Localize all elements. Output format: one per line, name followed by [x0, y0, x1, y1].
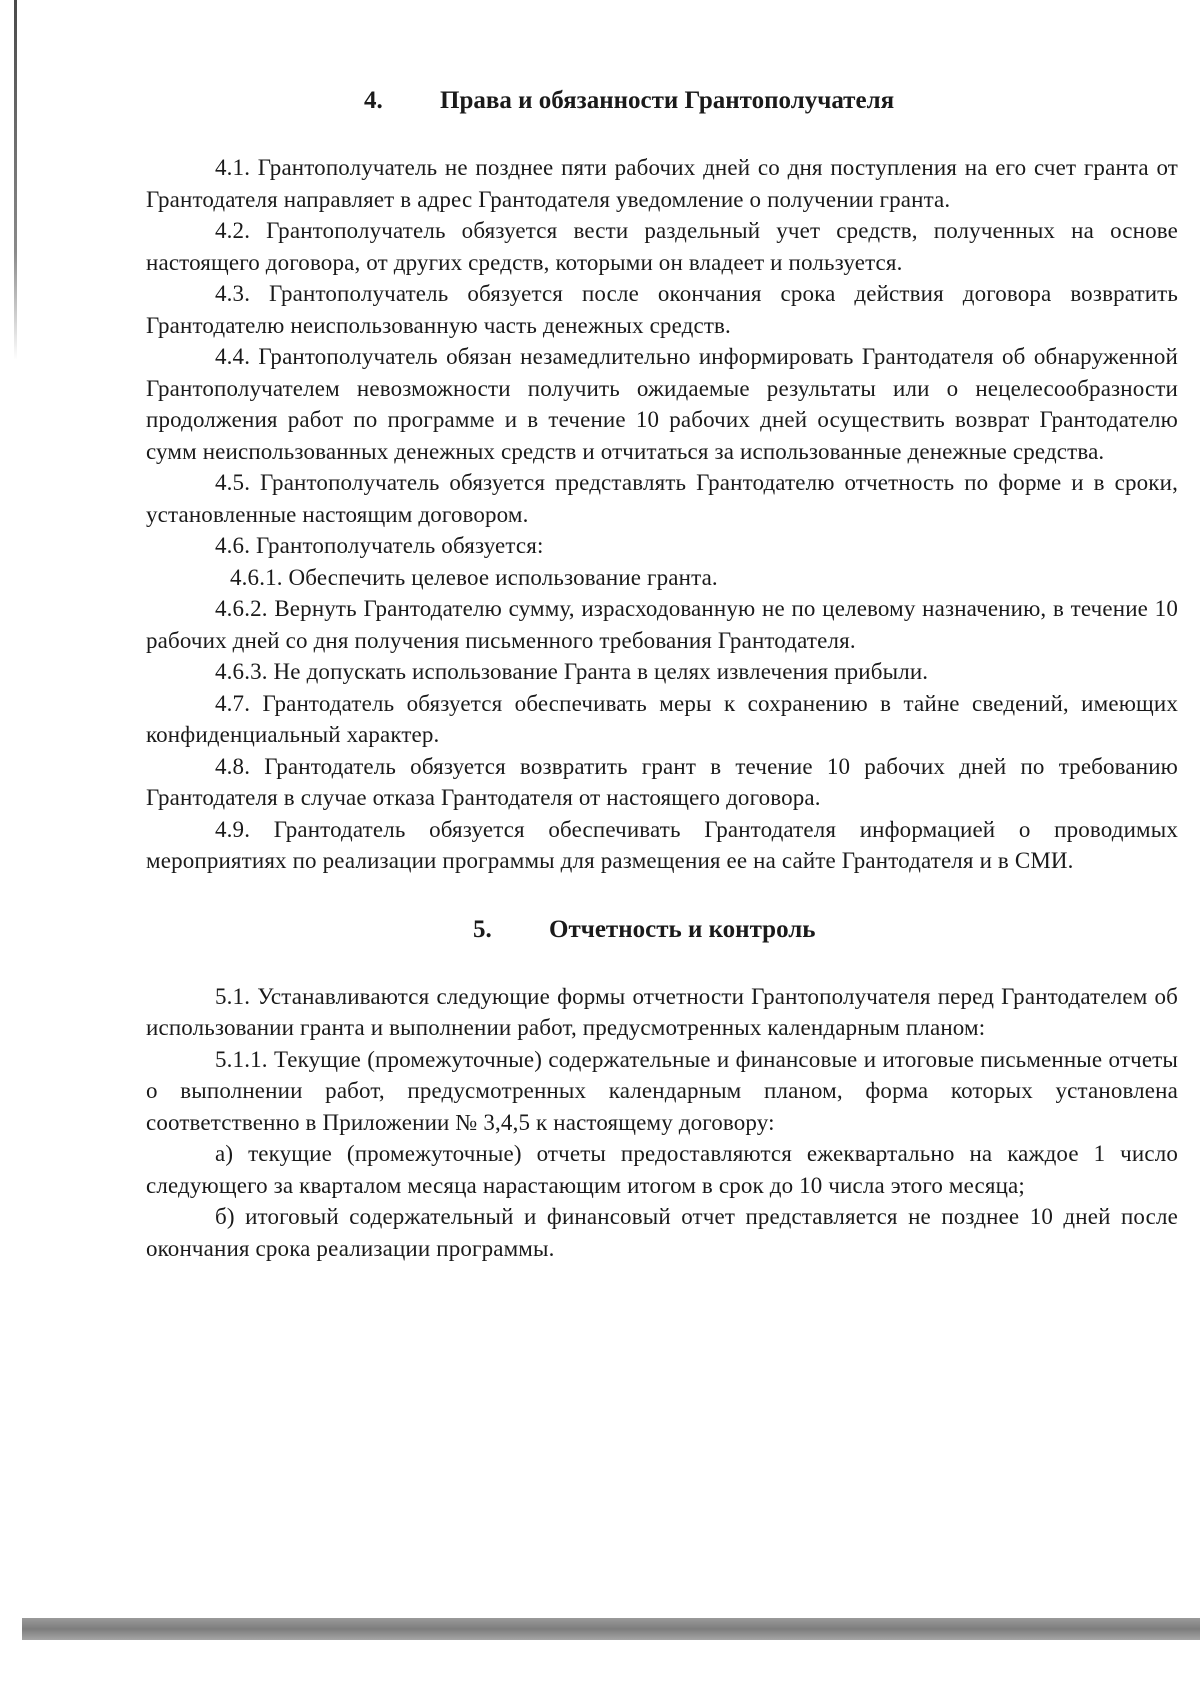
paragraph-5-1-1-b: б) итоговый содержательный и финансовый отчет представляется не позднее 10 дней после окончания срока реализации программы.	[146, 1204, 1178, 1261]
document-page	[146, 86, 1178, 1264]
paragraph-4-4: 4.4. Грантополучатель обязан незамедлительно информировать Грантодателя об обнаруженной Грантополучателем невозможности получить ожидаемые результаты или о нецелесообразности продолжения работ по программе и в течение 10 рабочих дней осуществить возврат Грантодателю сумм неиспользованных денежных средств и отчитаться за использованные денежные средства.	[146, 344, 1178, 464]
paragraph-4-2: 4.2. Грантополучатель обязуется вести раздельный учет средств, полученных на основе настоящего договора, от других средств, которыми он владеет и пользуется.	[146, 218, 1178, 275]
paragraph-4-7: 4.7. Грантодатель обязуется обеспечивать меры к сохранению в тайне сведений, имеющих конфиденциальный характер.	[146, 690, 1178, 747]
paragraph-4-6: 4.6. Грантополучатель обязуется:	[215, 533, 544, 558]
paragraph-4-6-2: 4.6.2. Вернуть Грантодателю сумму, израсходованную не по целевому назначению, в течение 10 рабочих дней со дня получения письменного требования Грантодателя.	[146, 596, 1178, 653]
section-gap	[146, 877, 1178, 915]
section-5-number: 5.	[473, 915, 492, 943]
scan-left-edge	[14, 0, 17, 360]
paragraph-4-5: 4.5. Грантополучатель обязуется представлять Грантодателю отчетность по форме и в сроки, установленные настоящим договором.	[146, 470, 1178, 527]
scan-bottom-bar	[22, 1618, 1200, 1640]
paragraph-4-3: 4.3. Грантополучатель обязуется после окончания срока действия договора возвратить Грантодателю неиспользованную часть денежных средств.	[146, 281, 1178, 338]
section-5-title: Отчетность и контроль	[549, 915, 816, 943]
paragraph-4-6-1: 4.6.1. Обеспечить целевое использование гранта.	[230, 564, 718, 590]
paragraph-4-1: 4.1. Грантополучатель не позднее пяти рабочих дней со дня поступления на его счет гранта от Грантодателя направляет в адрес Грантодателя уведомление о получении гранта.	[146, 155, 1178, 212]
paragraph-4-9: 4.9. Грантодатель обязуется обеспечивать Грантодателя информацией о проводимых мероприятиях по реализации программы для размещения ее на сайте Грантодателя и в СМИ.	[146, 816, 1178, 873]
section-5-heading	[146, 915, 1178, 945]
paragraph-5-1: 5.1. Устанавливаются следующие формы отчетности Грантополучателя перед Грантодателем об использовании гранта и выполнении работ, предусмотренных календарным планом:	[146, 983, 1178, 1040]
paragraph-5-1-1-a: а) текущие (промежуточные) отчеты предоставляются ежеквартально на каждое 1 число следующего за кварталом месяца нарастающим итогом в срок до 10 числа этого месяца;	[146, 1141, 1178, 1198]
section-4-title: Права и обязанности Грантополучателя	[440, 87, 895, 114]
paragraph-4-6-3: 4.6.3. Не допускать использование Гранта в целях извлечения прибыли.	[215, 659, 929, 684]
paragraph-4-8: 4.8. Грантодатель обязуется возвратить грант в течение 10 рабочих дней по требованию Грантодателя в случае отказа Грантодателя от настоящего договора.	[146, 753, 1178, 810]
section-4-number: 4.	[364, 87, 383, 114]
paragraph-5-1-1: 5.1.1. Текущие (промежуточные) содержательные и финансовые и итоговые письменные отчеты о выполнении работ, предусмотренных календарным планом, форма которых установлена соответственно в Приложении № 3,4,5 к настоящему договору:	[146, 1046, 1178, 1135]
section-4-heading	[146, 86, 1178, 116]
